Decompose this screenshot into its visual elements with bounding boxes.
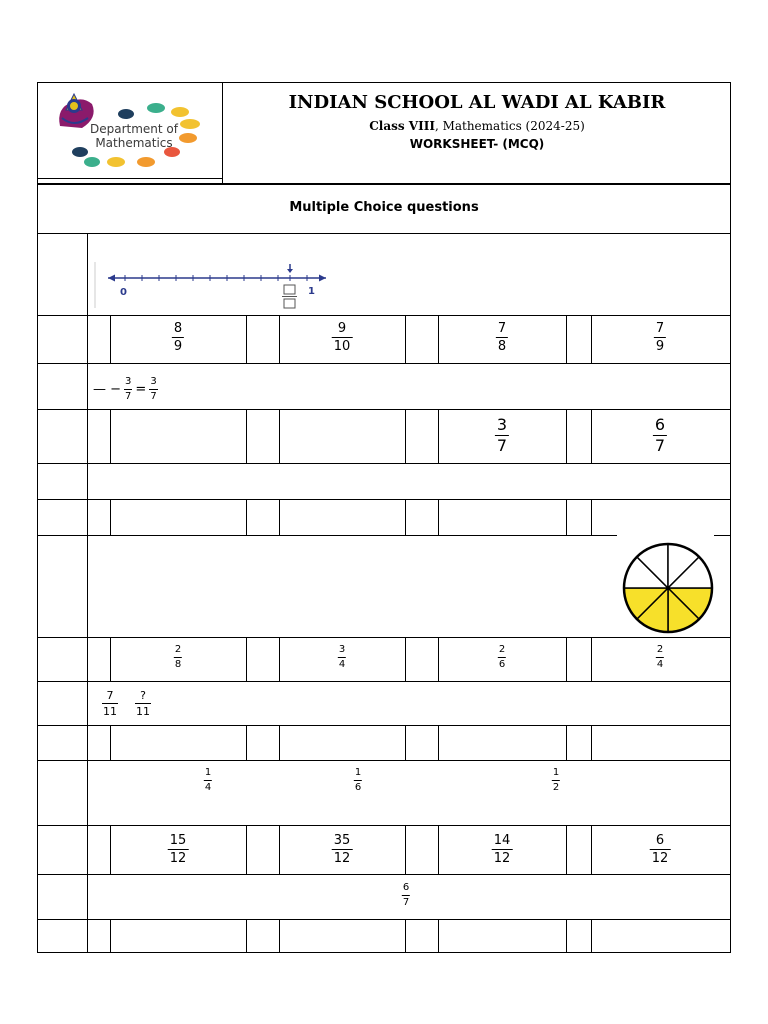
numerator: 2 xyxy=(498,644,506,655)
row-divider xyxy=(37,725,731,726)
q1-option-d[interactable] xyxy=(654,322,666,353)
numerator: 35 xyxy=(333,833,351,848)
logo-text: Department of Mathematics xyxy=(90,122,178,150)
numerator: 3 xyxy=(150,375,157,387)
numerator: 7 xyxy=(497,321,507,336)
denominator: 12 xyxy=(651,851,669,866)
row-divider xyxy=(37,409,731,410)
row-divider xyxy=(37,637,731,638)
row-divider xyxy=(37,874,731,875)
subject-year: , Mathematics (2024-25) xyxy=(434,119,585,133)
denominator: 7 xyxy=(496,436,508,455)
q6-option-c[interactable] xyxy=(492,834,513,865)
numerator: 7 xyxy=(655,321,665,336)
numerator: 6 xyxy=(655,833,665,848)
q4-option-d[interactable] xyxy=(656,645,664,670)
denominator: 7 xyxy=(402,897,410,908)
section-title: Multiple Choice questions xyxy=(289,200,479,215)
denominator: 12 xyxy=(169,851,187,866)
number-line-start: 0 xyxy=(120,287,127,298)
denominator: 7 xyxy=(125,390,132,402)
numerator: 8 xyxy=(173,321,183,336)
denominator: 7 xyxy=(654,436,666,455)
logo-underline xyxy=(37,178,222,179)
row-divider xyxy=(37,825,731,826)
q6-option-d[interactable] xyxy=(650,834,671,865)
numerator: 6 xyxy=(654,415,666,434)
row-divider xyxy=(37,463,731,464)
denominator: 12 xyxy=(493,851,511,866)
q1-option-a[interactable] xyxy=(172,322,184,353)
row-divider xyxy=(37,363,731,364)
numerator: 9 xyxy=(337,321,347,336)
denominator: 8 xyxy=(174,659,182,670)
number-column-line xyxy=(87,233,88,953)
numerator: 2 xyxy=(174,644,182,655)
row-divider xyxy=(37,760,731,761)
class-line xyxy=(223,119,731,133)
q1-option-b[interactable] xyxy=(332,322,353,353)
numerator: 3 xyxy=(496,415,508,434)
numerator: 3 xyxy=(125,375,132,387)
denominator: 4 xyxy=(656,659,664,670)
q4-option-b[interactable] xyxy=(338,645,346,670)
row-divider xyxy=(714,535,731,536)
blank-minus: — − xyxy=(93,381,122,397)
q6-fraction-c xyxy=(552,768,560,793)
denominator: 6 xyxy=(354,782,362,793)
q2-equation xyxy=(93,374,158,404)
row-divider xyxy=(37,919,731,920)
q2-option-c[interactable] xyxy=(495,417,509,454)
numerator: ? xyxy=(140,689,146,702)
q4-option-a[interactable] xyxy=(174,645,182,670)
q7-fraction xyxy=(402,883,410,908)
row-divider xyxy=(37,499,731,500)
denominator: 6 xyxy=(498,659,506,670)
denominator: 2 xyxy=(552,782,560,793)
q1-option-c[interactable] xyxy=(496,322,508,353)
denominator: 10 xyxy=(333,339,351,354)
row-divider xyxy=(37,233,731,234)
q4-option-c[interactable] xyxy=(498,645,506,670)
denominator: 11 xyxy=(103,705,117,718)
q6-option-a[interactable] xyxy=(168,834,189,865)
school-name: INDIAN SCHOOL AL WADI AL KABIR xyxy=(288,92,666,113)
row-divider xyxy=(37,315,731,316)
denominator: 12 xyxy=(333,851,351,866)
numerator: 1 xyxy=(552,767,560,778)
numerator: 7 xyxy=(106,689,114,702)
row-divider xyxy=(37,535,617,536)
denominator: 9 xyxy=(173,339,183,354)
number-line-figure xyxy=(94,262,334,310)
fraction-a xyxy=(124,377,132,402)
denominator: 4 xyxy=(204,782,212,793)
numerator: 14 xyxy=(493,833,511,848)
denominator: 9 xyxy=(655,339,665,354)
denominator: 4 xyxy=(338,659,346,670)
numerator: 1 xyxy=(204,767,212,778)
q5-fraction-b xyxy=(135,690,151,717)
denominator: 8 xyxy=(497,339,507,354)
fraction-b xyxy=(149,377,157,402)
number-line-end: 1 xyxy=(308,286,315,297)
numerator: 1 xyxy=(354,767,362,778)
q6-fraction-b xyxy=(354,768,362,793)
denominator: 7 xyxy=(150,390,157,402)
worksheet-title: WORKSHEET- (MCQ) xyxy=(409,137,545,151)
q5-fraction-a xyxy=(102,690,118,717)
q6-fraction-a xyxy=(204,768,212,793)
numerator: 2 xyxy=(656,644,664,655)
q6-option-b[interactable] xyxy=(332,834,353,865)
numerator: 6 xyxy=(402,882,410,893)
equals-sign: = xyxy=(135,381,147,397)
numerator: 3 xyxy=(338,644,346,655)
q2-option-d[interactable] xyxy=(653,417,667,454)
class-name: Class VIII xyxy=(369,119,435,133)
denominator: 11 xyxy=(136,705,150,718)
row-divider xyxy=(37,681,731,682)
pie-figure xyxy=(622,542,714,634)
numerator: 15 xyxy=(169,833,187,848)
